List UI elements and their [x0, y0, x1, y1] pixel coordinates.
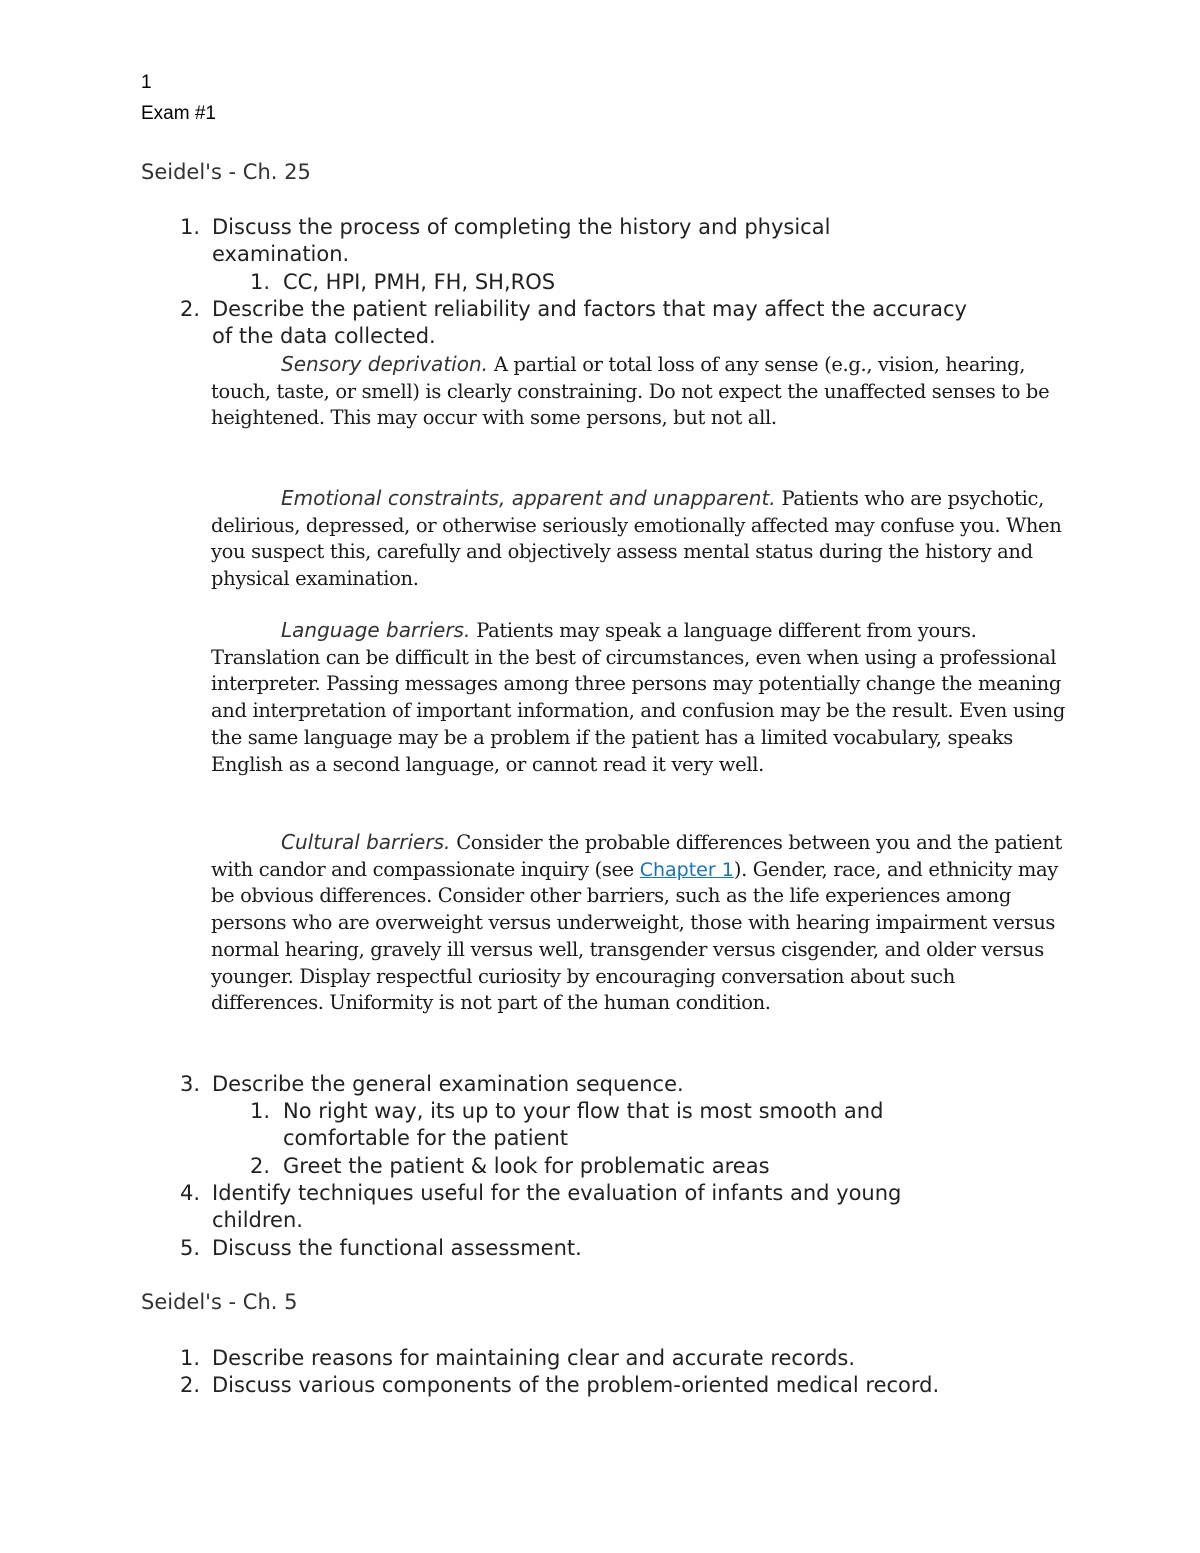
list-number: 4. [179, 1181, 200, 1205]
paragraph-body: Consider the probable differences between you and the patient with candor and compassionate inquiry (see [211, 831, 1062, 881]
paragraph-body: A partial or total loss of any sense (e.g., vision, hearing, touch, taste, or smell) is clearly constraining. Do not expect the unaffected senses to be heightened. This may occur with some persons, but not all. [211, 353, 1050, 430]
list-item-text: Discuss various components of the problem-oriented medical record. [212, 1373, 940, 1397]
list-item-text: of the data collected. [212, 324, 436, 348]
paragraph-language-barriers [211, 617, 1071, 778]
list-item-text: Discuss the process of completing the history and physical [212, 215, 831, 239]
list-item-text: Describe the general examination sequence. [212, 1072, 684, 1096]
sub-list-item-text: No right way, its up to your flow that is most smooth and [283, 1099, 884, 1123]
list-item-text: examination. [212, 242, 350, 266]
paragraph-body: Patients may speak a language different from yours. Translation can be difficult in the best of circumstances, even when using a professional interpreter. Passing messages among three persons may potentially change the meaning and interpretation of important information, and confusion may be the result. Even using the same language may be a problem if the patient has a limited vocabulary, speaks English as a second language, or cannot read it very well. [211, 619, 1065, 776]
paragraph-body: Patients who are psychotic, delirious, depressed, or otherwise seriously emotionally affected may confuse you. When you suspect this, carefully and objectively assess mental status during the history and physical examination. [211, 487, 1062, 591]
list-item-text: Describe reasons for maintaining clear and accurate records. [212, 1346, 856, 1370]
list-number: 3. [179, 1072, 200, 1096]
sub-list-item-text: comfortable for the patient [283, 1126, 569, 1150]
section-heading-ch5: Seidel's - Ch. 5 [141, 1290, 298, 1314]
paragraph-cultural-barriers [211, 829, 1071, 1017]
paragraph-lead: Sensory deprivation. [281, 352, 488, 376]
chapter-1-link[interactable]: Chapter 1 [639, 858, 734, 881]
list-number: 2. [179, 297, 200, 321]
paragraph-body: ). Gender, race, and ethnicity may be obvious differences. Consider other barriers, such as the life experiences among persons who are overweight versus underweight, those with hearing impairment versus normal hearing, gravely ill versus well, transgender versus cisgender, and older versus younger. Display respectful curiosity by encouraging conversation about such differences. Uniformity is not part of the human condition. [211, 857, 1058, 1015]
list-number: 5. [179, 1236, 200, 1260]
list-item-text: Describe the patient reliability and factors that may affect the accuracy [212, 297, 967, 321]
list-item-text: children. [212, 1208, 303, 1232]
sub-list-item-text: Greet the patient & look for problematic areas [283, 1154, 770, 1178]
paragraph-sensory-deprivation [211, 351, 1071, 432]
paragraph-lead: Language barriers. [281, 618, 471, 642]
page-number: 1 [141, 72, 152, 93]
list-number: 1. [179, 215, 200, 239]
list-item-text: Discuss the functional assessment. [212, 1236, 582, 1260]
section-heading-ch25: Seidel's - Ch. 25 [141, 160, 311, 184]
list-number: 2. [179, 1373, 200, 1397]
paragraph-emotional-constraints [211, 485, 1071, 593]
sub-list-number: 1. [249, 270, 270, 294]
paragraph-lead: Cultural barriers. [281, 830, 451, 854]
list-number: 1. [179, 1346, 200, 1370]
sub-list-item-text: CC, HPI, PMH, FH, SH,ROS [283, 270, 556, 294]
sub-list-number: 2. [249, 1154, 270, 1178]
exam-title: Exam #1 [141, 103, 216, 124]
paragraph-lead: Emotional constraints, apparent and unapparent. [281, 486, 776, 510]
sub-list-number: 1. [249, 1099, 270, 1123]
list-item-text: Identify techniques useful for the evaluation of infants and young [212, 1181, 902, 1205]
